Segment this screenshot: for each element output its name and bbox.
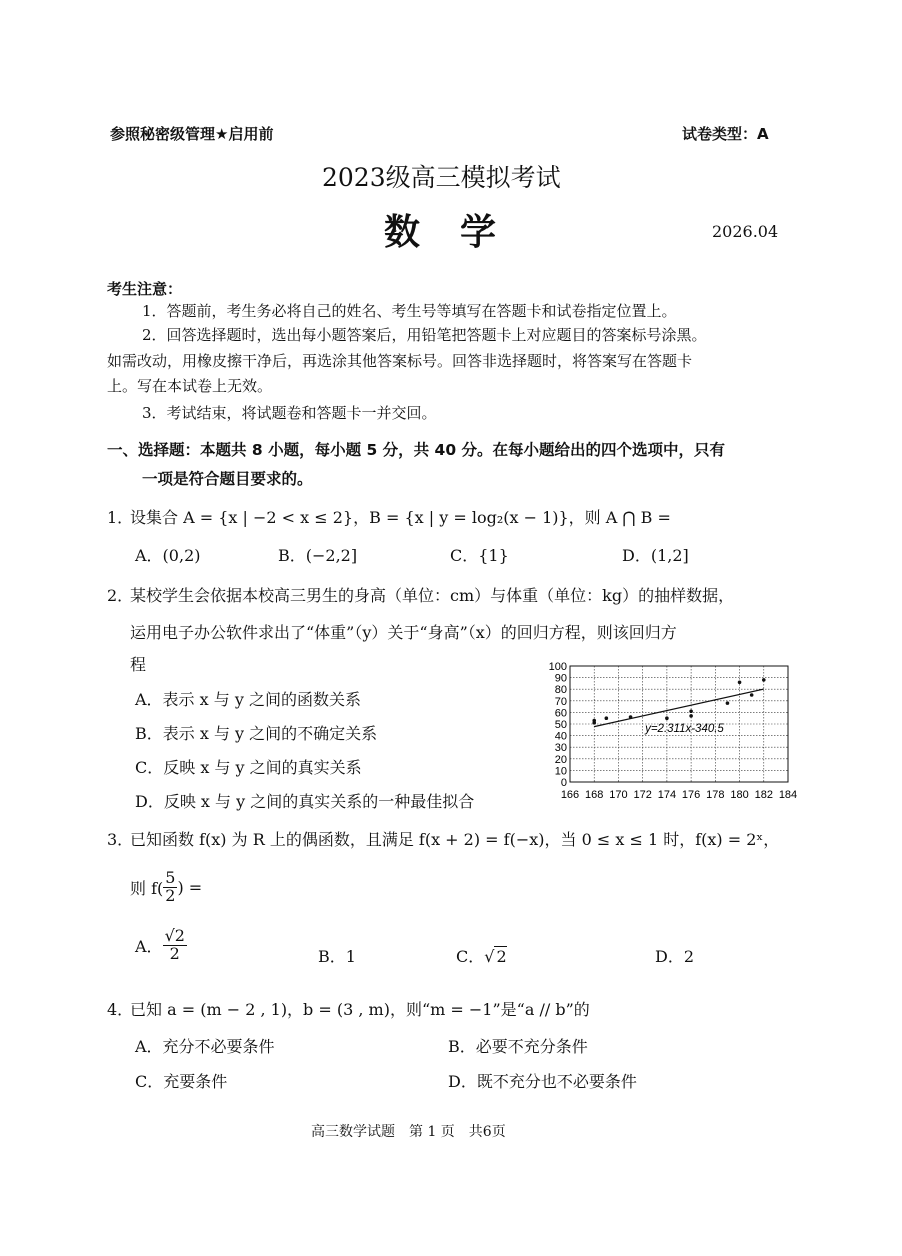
data-point [689, 714, 693, 718]
q3-suffix: ) = [177, 877, 203, 897]
q3-option-c-value: 2 [496, 947, 507, 966]
notice-item-1: 1．答题前，考生务必将自己的姓名、考生号等填写在答题卡和试卷指定位置上。 [142, 302, 677, 320]
notice-item-2-cont: 如需改动，用橡皮擦干净后，再选涂其他答案标号。回答非选择题时，将答案写在答题卡 [107, 352, 693, 370]
data-point [726, 701, 730, 705]
page-footer: 高三数学试题 第 1 页 共6页 [311, 1124, 506, 1140]
notice-heading: 考生注意： [107, 280, 183, 298]
question-3-stem-line2 [130, 870, 202, 905]
q4-option-a: A．充分不必要条件 [135, 1037, 275, 1056]
x-tick-label: 170 [609, 789, 628, 801]
x-tick-label: 168 [585, 789, 604, 801]
q4-option-b: B．必要不充分条件 [448, 1037, 588, 1056]
question-2-stem-line3: 程 [130, 655, 147, 674]
y-tick-label: 10 [554, 765, 567, 778]
q1-option-a: A．(0,2) [135, 546, 201, 565]
q4-option-d: D．既不充分也不必要条件 [448, 1072, 637, 1091]
x-tick-label: 182 [754, 789, 773, 801]
question-3-stem-line1: 已知函数 f(x) 为 R 上的偶函数，且满足 f(x + 2) = f(−x)，当 0 ≤ x ≤ 1 时，f(x) = 2ˣ， [130, 830, 780, 849]
x-tick-label: 180 [730, 789, 749, 801]
y-tick-label: 0 [560, 777, 567, 789]
q3-option-b: B．1 [318, 947, 356, 966]
y-tick-label: 20 [554, 753, 567, 766]
data-point [689, 709, 693, 713]
x-tick-labels [561, 789, 797, 801]
q1-option-b: B．(−2,2] [278, 546, 358, 565]
q2-option-c: C．反映 x 与 y 之间的真实关系 [135, 758, 362, 777]
data-point [605, 716, 609, 720]
data-point [629, 715, 633, 719]
y-tick-label: 70 [554, 695, 567, 708]
secrecy-label: 参照秘密级管理★启用前 [110, 125, 274, 143]
q3-option-a-fraction [163, 928, 187, 963]
x-tick-label: 176 [681, 789, 701, 801]
question-4-stem: 已知 a = (m − 2 , 1)，b = (3 , m)，则“m = −1”是“a // b”的 [130, 1000, 590, 1019]
y-tick-labels [549, 661, 567, 789]
data-point [738, 680, 742, 684]
y-tick-label: 40 [554, 730, 567, 743]
x-tick-label: 166 [560, 789, 580, 801]
data-point [762, 678, 766, 682]
regression-scatter-chart [546, 656, 808, 804]
question-1-stem: 设集合 A = {x | −2 < x ≤ 2}，B = {x | y = log₂(x − 1)}，则 A ⋂ B = [130, 508, 671, 527]
notice-item-2-end: 上。写在本试卷上无效。 [107, 377, 273, 395]
exam-title: 2023级高三模拟考试 [322, 163, 561, 192]
question-3-number: 3． [107, 830, 134, 849]
data-point [592, 721, 596, 725]
question-4-number: 4． [107, 1000, 134, 1019]
exam-date: 2026.04 [712, 222, 779, 241]
question-1-number: 1． [107, 508, 134, 527]
q2-option-a: A．表示 x 与 y 之间的函数关系 [135, 690, 361, 709]
y-tick-label: 80 [554, 684, 567, 697]
q4-option-c: C．充要条件 [135, 1072, 228, 1091]
x-tick-label: 172 [633, 789, 652, 801]
x-tick-label: 184 [778, 789, 798, 801]
q3-frac-num: 5 [165, 868, 176, 887]
x-tick-label: 174 [657, 789, 677, 801]
y-tick-label: 100 [548, 661, 567, 673]
q2-option-b: B．表示 x 与 y 之间的不确定关系 [135, 724, 378, 743]
regression-line [594, 689, 764, 727]
paper-type: 试卷类型：A [682, 125, 769, 143]
question-2-stem-line2: 运用电子办公软件求出了“体重”（y）关于“身高”（x）的回归方程，则该回归方 [130, 623, 677, 642]
regression-equation: y=2.311x-340.5 [645, 723, 724, 736]
y-tick-label: 30 [554, 742, 567, 755]
q1-option-c: C．{1} [450, 546, 509, 565]
y-tick-label: 60 [554, 707, 567, 720]
section-heading-cont: 一项是符合题目要求的。 [142, 470, 313, 488]
q1-option-d: D．(1,2] [622, 546, 689, 565]
notice-item-2: 2．回答选择题时，选出每小题答案后，用铅笔把答题卡上对应题目的答案标号涂黑。 [142, 326, 707, 344]
sqrt-icon: √ [484, 947, 495, 966]
q3-option-a [135, 928, 187, 963]
question-2-stem-line1: 某校学生会依据本校高三男生的身高（单位：cm）与体重（单位：kg）的抽样数据， [130, 586, 735, 605]
notice-item-3: 3．考试结束，将试题卷和答题卡一并交回。 [142, 404, 437, 422]
q3-frac-den: 2 [165, 885, 176, 905]
y-tick-label: 90 [554, 672, 567, 685]
q2-option-d: D．反映 x 与 y 之间的真实关系的一种最佳拟合 [135, 792, 475, 811]
q3-prefix: 则 f( [130, 878, 164, 898]
q3-option-a-num: √2 [164, 926, 185, 945]
question-2-number: 2． [107, 586, 134, 605]
data-point [750, 693, 754, 697]
q3-fraction [163, 870, 177, 905]
x-tick-label: 178 [706, 789, 725, 801]
q3-option-a-den: 2 [169, 943, 180, 963]
q3-option-c-label: C． [456, 947, 485, 966]
section-heading: 一、选择题：本题共 8 小题，每小题 5 分，共 40 分。在每小题给出的四个选项中，只有 [107, 441, 726, 459]
y-tick-label: 50 [554, 719, 567, 731]
data-point [665, 716, 669, 720]
q3-option-a-label: A． [135, 936, 163, 956]
q3-option-c [456, 944, 507, 967]
q3-option-d: D．2 [655, 947, 695, 966]
subject-title: 数 学 [384, 212, 499, 253]
